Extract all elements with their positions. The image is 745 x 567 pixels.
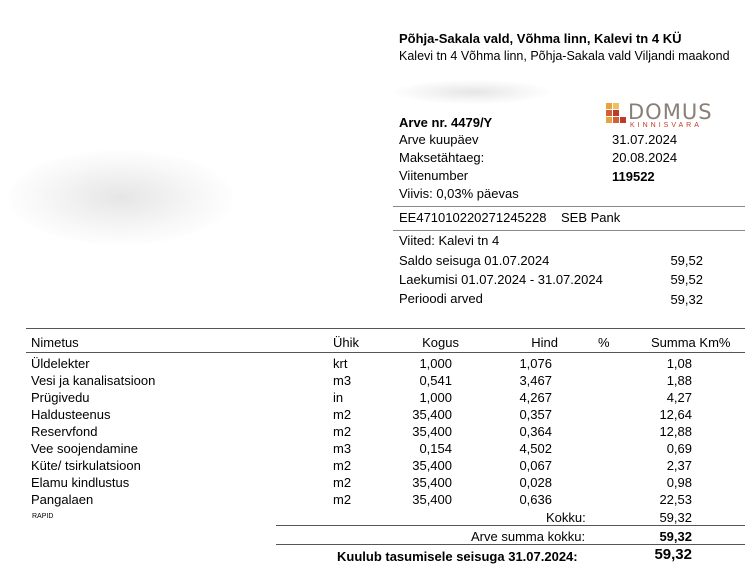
logo-square: [613, 117, 619, 123]
bank-name: SEB Pank: [561, 210, 621, 225]
row-sum: 0,69: [666, 441, 692, 456]
row-name: Prügivedu: [31, 390, 90, 405]
totals-divider: [276, 544, 745, 545]
row-qty: 35,400: [412, 424, 452, 439]
header-qty: Kogus: [422, 335, 459, 350]
row-sum: 22,53: [659, 492, 692, 507]
row-qty: 1,000: [419, 390, 452, 405]
logo-square: [606, 117, 612, 123]
row-unit: m3: [333, 373, 352, 388]
table-row: [0, 390, 745, 407]
row-price: 0,067: [519, 458, 552, 473]
redacted-recipient-block: [8, 150, 233, 245]
reference-value: 119522: [612, 169, 655, 184]
row-qty: 1,000: [419, 356, 452, 371]
row-name: Üldelekter: [31, 356, 90, 371]
header-pct: %: [598, 335, 610, 350]
row-price: 0,636: [519, 492, 552, 507]
header-name: Nimetus: [31, 335, 79, 350]
table-row: [0, 424, 745, 441]
due-date-value: 20.08.2024: [612, 150, 678, 165]
table-header-border: [26, 352, 745, 353]
company-address: Kalevi tn 4 Võhma linn, Põhja-Sakala vald Viljandi maakond: [399, 49, 730, 63]
invoice-date-value: 31.07.2024: [612, 132, 678, 147]
table-row: [0, 373, 745, 390]
row-qty: 0,154: [419, 441, 452, 456]
header-sum: Summa Km%: [651, 335, 731, 350]
row-sum: 0,98: [666, 475, 692, 490]
row-price: 0,028: [519, 475, 552, 490]
divider: [393, 206, 745, 207]
row-name: Küte/ tsirkulatsioon: [31, 458, 141, 473]
row-unit: krt: [333, 356, 348, 371]
summary-value: 59,52: [670, 253, 703, 268]
row-price: 4,502: [519, 441, 552, 456]
row-price: 1,076: [519, 356, 552, 371]
row-sum: 4,27: [666, 390, 692, 405]
row-sum: 12,88: [659, 424, 692, 439]
row-price: 0,357: [519, 407, 552, 422]
domus-logo: [606, 100, 726, 129]
row-name: Pangalaen: [31, 492, 94, 507]
summary-label: Saldo seisuga 01.07.2024: [399, 253, 550, 268]
row-name: Vee soojendamine: [31, 441, 138, 456]
arve-summa-value: 59,32: [659, 529, 692, 544]
logo-square: [613, 110, 619, 116]
row-price: 4,267: [519, 390, 552, 405]
header-price: Hind: [531, 335, 558, 350]
reference-label: Viitenumber: [399, 168, 469, 183]
summary-label: Laekumisi 01.07.2024 - 31.07.2024: [399, 272, 603, 287]
logo-text: DOMUS: [628, 100, 713, 124]
table-row: [0, 475, 745, 492]
row-name: Vesi ja kanalisatsioon: [31, 373, 156, 388]
row-sum: 1,08: [666, 356, 692, 371]
row-unit: in: [333, 390, 344, 405]
logo-square: [620, 117, 626, 123]
table-row: [0, 441, 745, 458]
penalty-rate: Viivis: 0,03% päevas: [399, 186, 519, 201]
logo-square: [606, 110, 612, 116]
invoice-number: Arve nr. 4479/Y: [399, 115, 493, 130]
table-row: [0, 492, 745, 509]
iban: EE471010220271245228: [399, 210, 547, 225]
row-price: 3,467: [519, 373, 552, 388]
due-total-value: 59,32: [654, 546, 692, 563]
row-qty: 35,400: [412, 458, 452, 473]
row-qty: 35,400: [412, 475, 452, 490]
row-sum: 2,37: [666, 458, 692, 473]
due-date-label: Maksetähtaeg:: [399, 150, 485, 165]
redacted-header-line: [395, 80, 550, 104]
row-unit: m2: [333, 424, 352, 439]
table-row: [0, 407, 745, 424]
table-top-border: [26, 328, 745, 329]
row-price: 0,364: [519, 424, 552, 439]
footnote: RAPID: [32, 513, 54, 520]
row-qty: 0,541: [419, 373, 452, 388]
totals-divider: [276, 525, 745, 526]
row-unit: m2: [333, 407, 352, 422]
row-unit: m3: [333, 441, 352, 456]
company-title: Põhja-Sakala vald, Võhma linn, Kalevi tn 4 KÜ: [399, 31, 682, 46]
divider: [393, 230, 745, 231]
row-name: Reservfond: [31, 424, 98, 439]
table-row: [0, 356, 745, 373]
summary-value: 59,52: [670, 272, 703, 287]
kokku-value: 59,32: [659, 510, 692, 525]
logo-subtitle: KINNISVARA: [630, 122, 702, 129]
kokku-label: Kokku:: [546, 510, 586, 525]
row-name: Haldusteenus: [31, 407, 111, 422]
invoice-date-label: Arve kuupäev: [399, 132, 479, 147]
table-row: [0, 458, 745, 475]
row-sum: 1,88: [666, 373, 692, 388]
row-qty: 35,400: [412, 492, 452, 507]
logo-square: [613, 103, 619, 109]
row-name: Elamu kindlustus: [31, 475, 130, 490]
logo-square: [606, 103, 612, 109]
row-qty: 35,400: [412, 407, 452, 422]
row-sum: 12,64: [659, 407, 692, 422]
summary-label: Perioodi arved: [399, 291, 483, 306]
arve-summa-label: Arve summa kokku:: [471, 529, 586, 544]
row-unit: m2: [333, 475, 352, 490]
viited: Viited: Kalevi tn 4: [399, 233, 500, 248]
due-total-label: Kuulub tasumisele seisuga 31.07.2024:: [337, 549, 578, 564]
summary-value: 59,32: [670, 292, 703, 307]
row-unit: m2: [333, 458, 352, 473]
table-header: [0, 335, 745, 352]
row-unit: m2: [333, 492, 352, 507]
header-unit: Ühik: [333, 335, 360, 350]
